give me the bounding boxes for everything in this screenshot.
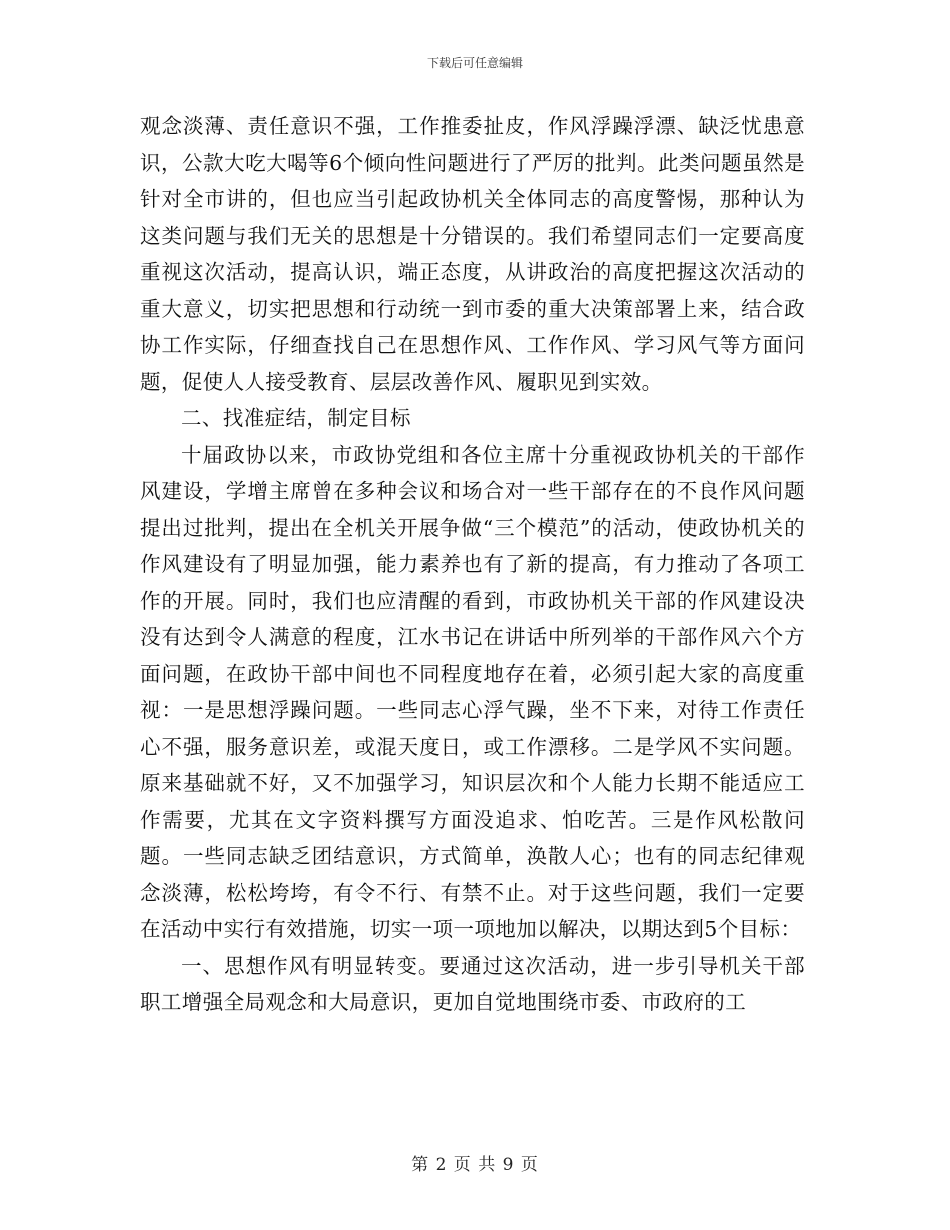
body-paragraph-1: 观念淡薄、责任意识不强，工作推委扯皮，作风浮躁浮漂、缺泛忧患意识，公款大吃大喝等6个倾向性问题进行了严厉的批判。此类问题虽然是针对全市讲的，但也应当引起政协机关全体同志的高度警惕，那种认为这类问题与我们无关的思想是十分错误的。我们希望同志们一定要高度重视这次活动，提高认识，端正态度，从讲政治的高度把握这次活动的重大意义，切实把思想和行动统一到市委的重大决策部署上来，结合政协工作实际，仔细查找自己在思想作风、工作作风、学习风气等方面问题，促使人人接受教育、层层改善作风、履职见到实效。 xyxy=(140,114,805,394)
section-heading-2: 二、找准症结，制定目标 xyxy=(181,406,411,430)
body-paragraph-4: 一、思想作风有明显转变。要通过这次活动，进一步引导机关干部职工增强全局观念和大局意识，更加自觉地围绕市委、市政府的工 xyxy=(140,953,805,1014)
body-paragraph-3: 十届政协以来，市政协党组和各位主席十分重视政协机关的干部作风建设，学增主席曾在多种会议和场合对一些干部存在的不良作风问题提出过批判，提出在全机关开展争做“三个模范”的活动，使政协机关的作风建设有了明显加强，能力素养也有了新的提高，有力推动了各项工作的开展。同时，我们也应清醒的看到，市政协机关干部的作风建设决没有达到令人满意的程度，江水书记在讲话中所列举的干部作风六个方面问题，在政协干部中间也不同程度地存在着，必须引起大家的高度重视：一是思想浮躁问题。一些同志心浮气躁，坐不下来，对待工作责任心不强，服务意识差，或混天度日，或工作漂移。二是学风不实问题。原来基础就不好，又不加强学习，知识层次和个人能力长期不能适应工作需要，尤其在文字资料撰写方面没追求、怕吃苦。三是作风松散问题。一些同志缺乏团结意识，方式简单，涣散人心；也有的同志纪律观念淡薄，松松垮垮，有令不行、有禁不止。对于这些问题，我们一定要在活动中实行有效措施，切实一项一项地加以解决，以期达到5个目标： xyxy=(140,442,805,941)
document-body xyxy=(140,108,805,1021)
page-header-note: 下载后可任意编辑 xyxy=(426,56,523,70)
page-number-footer: 第 2 页 共 9 页 xyxy=(411,1155,539,1175)
